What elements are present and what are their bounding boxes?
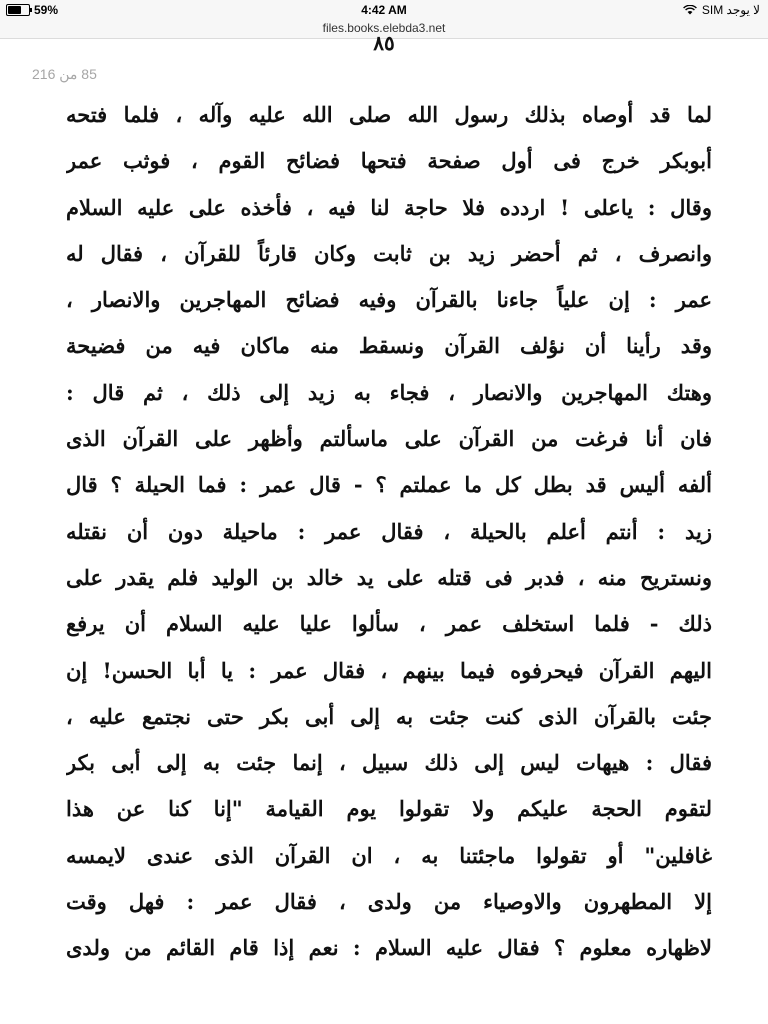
page-text (66, 92, 712, 972)
printed-page-number: ٨٥ (373, 36, 395, 52)
text-line: لتقوم الحجة عليكم ولا تقولوا يوم القيامة "إنا كنا عن هذا (66, 796, 712, 822)
url-text[interactable]: files.books.elebda3.net (322, 21, 446, 35)
wifi-icon (683, 5, 697, 15)
text-line: وانصرف ، ثم أحضر زيد بن ثابت وكان قارئاً للقرآن ، فقال له (66, 240, 712, 266)
text-line: اليهم القرآن فيحرفوه فيما بينهم ، فقال عمر : يا أبا الحسن! إن (66, 657, 712, 683)
text-line: لما قد أوصاه بذلك رسول الله صلى الله عليه وآله ، فلما فتحه (66, 102, 712, 127)
text-line: جئت بالقرآن الذى كنت جئت به إلى أبى بكر حتى نجتمع عليه ، (66, 703, 712, 729)
text-line: وقد رأينا أن نؤلف القرآن ونسقط منه ماكان فيه من فضيحة (66, 333, 712, 359)
text-line: فقال : هيهات ليس إلى ذلك سبيل ، إنما جئت به إلى أبى بكر (66, 750, 712, 776)
text-line: وهتك المهاجرين والانصار ، فجاء به زيد إلى ذلك ، ثم قال : (66, 379, 712, 405)
text-line: ذلك - فلما استخلف عمر ، سألوا عليا عليه السلام أن يرفع (66, 611, 712, 637)
text-line: ونستريح منه ، فدبر فى قتله على يد خالد بن الوليد فلم يقدر على (66, 564, 712, 590)
page-counter: 85 من 216 (32, 66, 97, 82)
battery-percent: 59% (34, 3, 59, 17)
network-status (683, 3, 760, 17)
text-line: أبوبكر خرج فى أول صفحة فتحها فضائح القوم ، فوثب عمر (66, 148, 712, 174)
text-line: فان أنا فرغت من القرآن على ماسألتم وأظهر على القرآن الذى (66, 426, 712, 452)
text-line: لاظهاره معلوم ؟ فقال عليه السلام : نعم إذا قام القائم من ولدى (66, 935, 712, 961)
text-line: عمر : إن علياً جاءنا بالقرآن وفيه فضائح المهاجرين والانصار ، (66, 287, 712, 313)
text-line: زيد : أنتم أعلم بالحيلة ، فقال عمر : ماحيلة دون أن نقتله (66, 518, 712, 544)
text-line: ألفه أليس قد بطل كل ما عملتم ؟ - قال عمر : فما الحيلة ؟ قال (66, 472, 712, 498)
status-time: 4:42 AM (361, 3, 407, 17)
status-bar (0, 0, 768, 20)
text-line: وقال : ياعلى ! اردده فلا حاجة لنا فيه ، فأخذه على عليه السلام (66, 194, 712, 220)
text-line: إلا المطهرون والاوصياء من ولدى ، فقال عمر : فهل وقت (66, 889, 712, 915)
carrier-label: لا يوجد SIM (701, 3, 760, 17)
text-line: غافلين" أو تقولوا ماجئتنا به ، ان القرآن الذى عندى لايمسه (66, 842, 712, 868)
